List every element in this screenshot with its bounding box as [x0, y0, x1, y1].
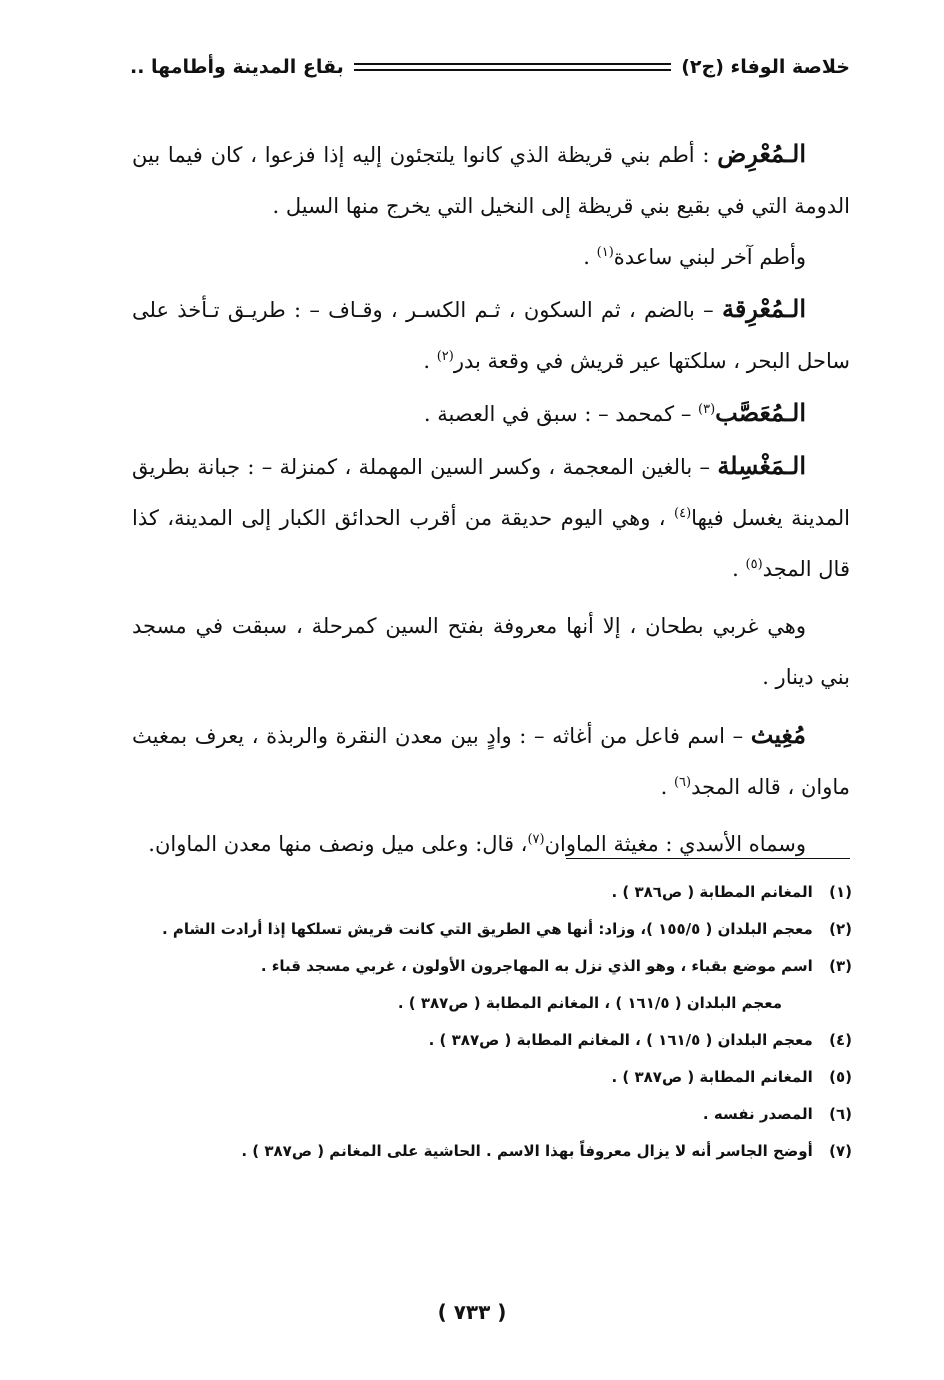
- entry-text: وسماه الأسدي : مغيثة الماوان: [544, 832, 806, 856]
- footnote-number: (٤): [829, 1031, 852, 1049]
- entry-paragraph: [132, 709, 850, 813]
- footnote-text: المغانم المطابة ( ص٣٨٦ ) .: [611, 883, 813, 901]
- footnote: [130, 1096, 852, 1133]
- footnote-ref[interactable]: (٥): [745, 557, 763, 572]
- footnote: [130, 911, 852, 948]
- footnote: [130, 1133, 852, 1170]
- running-header: [130, 52, 850, 82]
- entry-paragraph: [132, 283, 850, 387]
- footnote-text: معجم البلدان ( ١٦١/٥ ) ، المغانم المطابة ( ص٣٨٧ ) .: [428, 1031, 813, 1049]
- footnotes: [130, 874, 852, 1170]
- footnote-ref[interactable]: (٧): [527, 832, 545, 847]
- footnote: [130, 948, 852, 985]
- book-title: خلاصة الوفاء (ج٢): [681, 56, 850, 78]
- entry-text: وأطم آخر لبني ساعدة: [613, 245, 806, 269]
- entry-text: – اسم فاعل من أغاثه – : وادٍ بين معدن النقرة والربذة ، يعرف بمغيث ماوان ، قاله المجد: [132, 724, 850, 799]
- footnote-text: المصدر نفسه .: [702, 1105, 813, 1123]
- footnote: [130, 1059, 852, 1096]
- entry-text: – بالضم ، ثم السكون ، ثـم الكسـر ، وقـاف – : طريـق تـأخذ على ساحل البحر ، سلكتها عير قريش في وقعة بدر: [132, 298, 850, 373]
- footnote-text: معجم البلدان ( ١٦١/٥ ) ، المغانم المطابة ( ص٣٨٧ ) .: [397, 994, 782, 1012]
- footnote-number: (٦): [829, 1105, 852, 1123]
- footnote: [130, 874, 852, 911]
- footnote-ref[interactable]: (١): [596, 245, 614, 260]
- entry-headword: الـمُعَصَّب: [715, 398, 806, 427]
- entry-paragraph: [132, 819, 850, 870]
- footnote-separator: [566, 858, 850, 859]
- entry-end: .: [660, 775, 674, 799]
- footnote-number: (٢): [829, 920, 852, 938]
- entry-end: .: [583, 245, 597, 269]
- page-number: ( ٧٣٣ ): [437, 1300, 507, 1324]
- footnote-text: اسم موضع بقباء ، وهو الذي نزل به المهاجرون الأولون ، غربي مسجد قباء .: [260, 957, 813, 975]
- entry-end: .: [423, 349, 437, 373]
- entry-text: وهي غربي بطحان ، إلا أنها معروفة بفتح السين كمرحلة ، سبقت في مسجد بني دينار .: [132, 614, 850, 689]
- entry-text: – بالغين المعجمة ، وكسر السين المهملة ، كمنزلة – : جبانة بطريق المدينة يغسل فيها: [132, 455, 850, 530]
- entry-headword: الـمُعْرِض: [717, 139, 806, 168]
- entry-text: : أطم بني قريظة الذي كانوا يلتجئون إليه إذا فزعوا ، كان فيما بين الدومة التي في بقيع بني قريظة إلى النخيل التي يخرج منها السيل .: [132, 143, 850, 218]
- footnote-ref[interactable]: (٢): [436, 349, 454, 364]
- footnote: [130, 1022, 852, 1059]
- entry-paragraph: [132, 232, 850, 283]
- entry-headword: مُغِيث: [750, 720, 806, 749]
- footnote-number: (١): [829, 883, 852, 901]
- section-title: بقاع المدينة وأطامها ..: [130, 56, 344, 78]
- entry-headword: الـمَغْسِلة: [717, 451, 806, 480]
- header-rule: [354, 63, 671, 71]
- footnote-ref[interactable]: (٤): [674, 506, 692, 521]
- footnote-number: (٣): [829, 957, 852, 975]
- footnote-text: معجم البلدان ( ١٥٥/٥ )، وزاد: أنها هي الطريق التي كانت قريش تسلكها إذا أرادت الشام .: [161, 920, 813, 938]
- entry-text-cont: ، قال: وعلى ميل ونصف منها معدن الماوان.: [148, 832, 528, 856]
- footnote-number: (٥): [829, 1068, 852, 1086]
- entry-text: – كمحمد – : سبق في العصبة .: [423, 402, 699, 426]
- footnote-text: المغانم المطابة ( ص٣٨٧ ) .: [611, 1068, 813, 1086]
- entry-paragraph: [132, 440, 850, 595]
- footnote-number: (٧): [829, 1142, 852, 1160]
- entry-headword: الـمُعْرِقة: [721, 294, 806, 323]
- footnote-text: أوضح الجاسر أنه لا يزال معروفاً بهذا الاسم . الحاشية على المغانم ( ص٣٨٧ ) .: [241, 1142, 813, 1160]
- main-text: [132, 128, 850, 870]
- entry-paragraph: [132, 128, 850, 232]
- footnote-continuation: [130, 985, 852, 1022]
- entry-paragraph: [132, 601, 850, 703]
- entry-end: .: [732, 557, 746, 581]
- entry-paragraph: [132, 387, 850, 440]
- entry-text-cont: ، وهي اليوم حديقة من أقرب الحدائق الكبار إلى المدينة، كذا قال المجد: [132, 506, 850, 581]
- footnote-ref[interactable]: (٦): [673, 775, 692, 790]
- footnote-ref[interactable]: (٣): [698, 402, 716, 417]
